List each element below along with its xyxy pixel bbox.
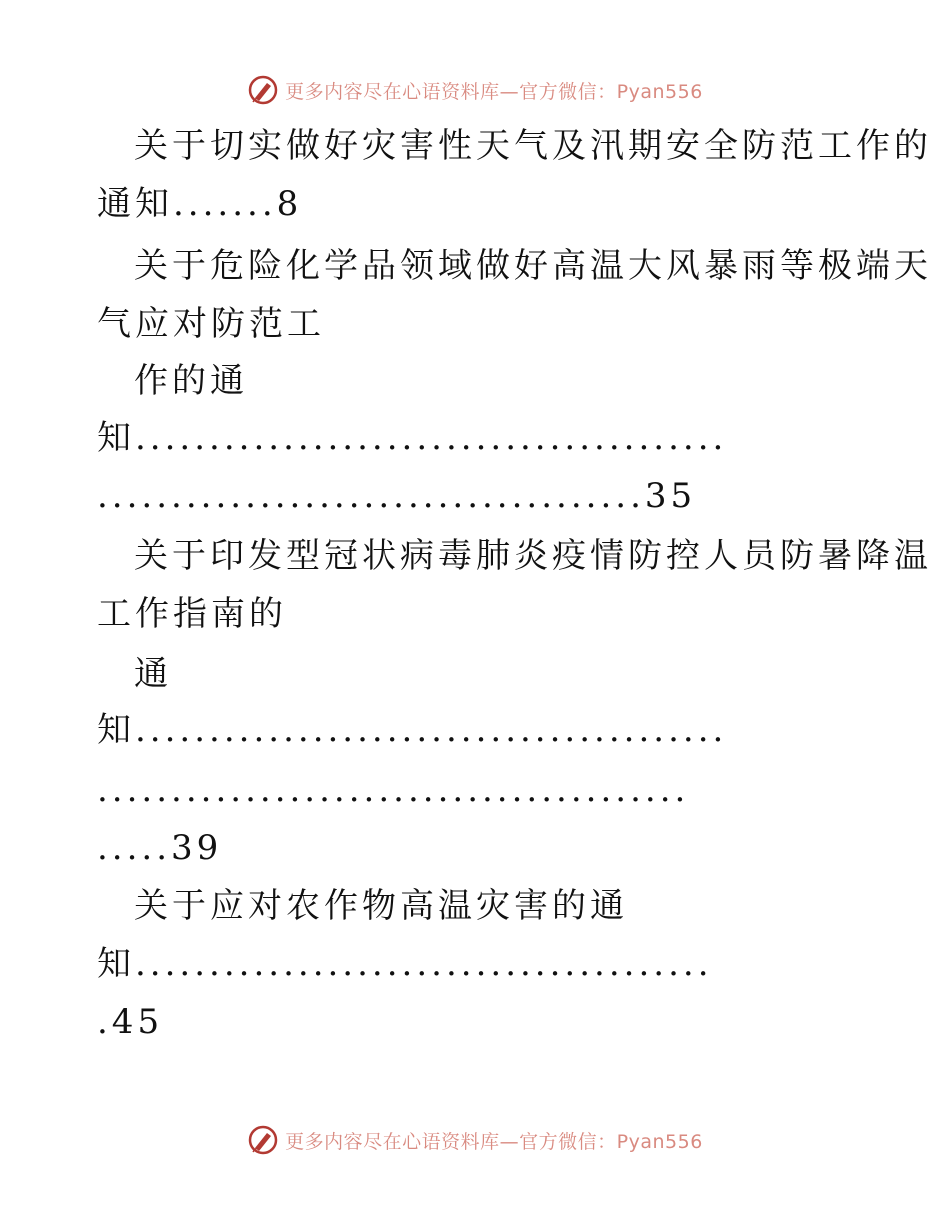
toc-entry-3-line-6: .....39 xyxy=(97,828,223,868)
toc-entry-2-line-3: 作的通 xyxy=(134,361,248,401)
header-banner xyxy=(0,70,950,110)
toc-entry-2-line-5: .....................................35 xyxy=(97,476,697,516)
toc-entry-3-line-1: 关于印发型冠状病毒肺炎疫情防控人员防暑降温 xyxy=(134,536,932,576)
toc-entry-1-line-1: 关于切实做好灾害性天气及汛期安全防范工作的 xyxy=(134,126,932,166)
toc-entry-1-line-2: 通知.......8 xyxy=(97,184,303,224)
toc-entry-3-line-2: 工作指南的 xyxy=(97,594,287,634)
toc-entry-4-line-3: .45 xyxy=(97,1002,164,1042)
toc-entry-4-line-2: 知....................................... xyxy=(97,944,713,984)
toc-entry-3-line-4: 知........................................ xyxy=(97,710,728,750)
toc-entry-2-line-1: 关于危险化学品领域做好高温大风暴雨等极端天 xyxy=(134,246,932,286)
pen-circle-icon xyxy=(247,1124,279,1156)
toc-entry-2-line-4: 知........................................ xyxy=(97,418,728,458)
toc-entry-3-line-5: ........................................ xyxy=(97,770,690,810)
toc-entry-2-line-2: 气应对防范工 xyxy=(97,304,325,344)
footer-banner xyxy=(0,1120,950,1160)
banner-text: 更多内容尽在心语资料库—官方微信：Pyan556 xyxy=(285,1130,703,1153)
toc-entry-4-line-1: 关于应对农作物高温灾害的通 xyxy=(134,886,628,926)
pen-circle-icon xyxy=(247,74,279,106)
toc-entry-3-line-3: 通 xyxy=(134,654,172,694)
banner-text: 更多内容尽在心语资料库—官方微信：Pyan556 xyxy=(285,80,703,103)
